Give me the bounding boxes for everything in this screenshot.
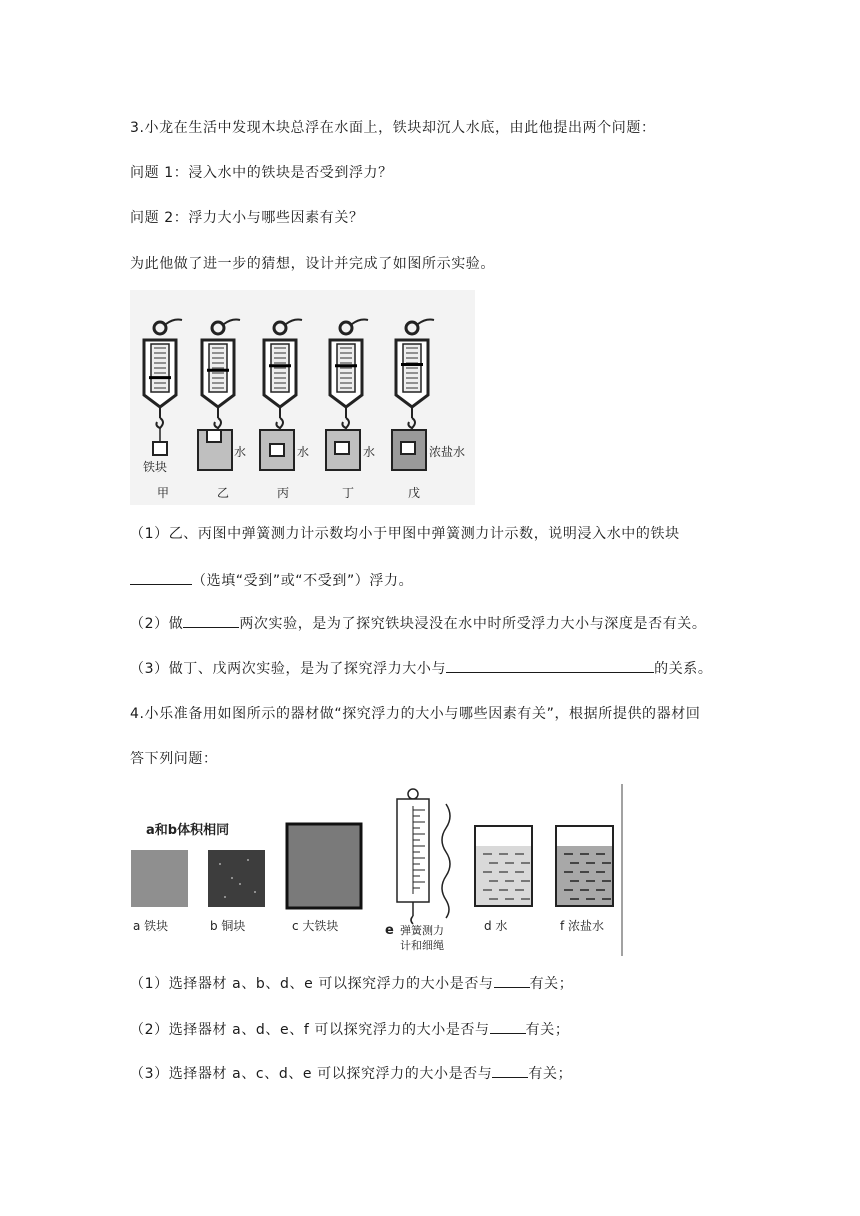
label-e-line1: 弹簧测力 — [400, 924, 444, 937]
label-c: c 大铁块 — [292, 919, 339, 933]
q3-sub3-b: 的关系。 — [654, 661, 713, 677]
answer-blank-q4-2[interactable] — [490, 1019, 526, 1034]
answer-blank-q3-2[interactable] — [183, 613, 239, 628]
q4-sub2 — [130, 1019, 569, 1040]
label-brine: 浓盐水 — [429, 445, 466, 459]
q3-sub2 — [130, 613, 707, 634]
label-e-letter: e — [385, 923, 394, 938]
q4-sub3-b: 有关； — [528, 1066, 573, 1082]
copper-block-b — [208, 850, 265, 907]
q4-intro-b: 答下列问题： — [130, 751, 218, 767]
q3-guess: 为此他做了进一步的猜想，设计并完成了如图所示实验。 — [130, 256, 495, 272]
buoyancy-equipment-figure — [130, 784, 625, 956]
label-water-1: 水 — [234, 445, 247, 459]
q3-problem-2: 问题 2：浮力大小与哪些因素有关？ — [130, 210, 364, 226]
q4-sub3 — [130, 1063, 572, 1084]
brine-beaker-f — [556, 826, 613, 906]
label-d: d 水 — [484, 919, 508, 933]
q4-sub2-a: （2）选择器材 a、d、e、f 可以探究浮力的大小是否与 — [130, 1022, 490, 1038]
beaker-yi — [198, 430, 232, 470]
q3-sub1-b: （选填“受到”或“不受到”）浮力。 — [192, 573, 414, 589]
q3-sub2-a: （2）做 — [130, 616, 184, 632]
q4-sub1-b: 有关； — [529, 976, 574, 992]
label-f: f 浓盐水 — [560, 919, 605, 933]
label-water-3: 水 — [363, 445, 376, 459]
q3-problem-1: 问题 1：浸入水中的铁块是否受到浮力？ — [130, 165, 393, 181]
beaker-bing — [260, 430, 294, 470]
label-iron: 铁块 — [143, 460, 168, 474]
q3-sub3 — [130, 658, 713, 679]
q3-sub1-a: （1）乙、丙图中弹簧测力计示数均小于甲图中弹簧测力计示数，说明浸入水中的铁块 — [130, 526, 680, 542]
answer-blank-q4-3[interactable] — [492, 1063, 528, 1078]
equal-volume-note: a和b体积相同 — [146, 823, 230, 838]
q3-sub2-b: 两次实验，是为了探究铁块浸没在水中时所受浮力大小与深度是否有关。 — [239, 616, 707, 632]
iron-block-a — [131, 850, 188, 907]
spring-scale-experiment-figure — [130, 290, 475, 505]
answer-blank-q4-1[interactable] — [494, 973, 530, 988]
caption-yi: 乙 — [217, 486, 230, 500]
caption-ding: 丁 — [342, 486, 355, 500]
q4-sub2-b: 有关； — [525, 1022, 570, 1038]
q4-intro-a: 4.小乐准备用如图所示的器材做“探究浮力的大小与哪些因素有关”，根据所提供的器材回 — [130, 706, 701, 722]
caption-wu: 戊 — [408, 486, 421, 500]
beaker-ding — [326, 430, 360, 470]
caption-bing: 丙 — [277, 486, 290, 500]
label-b: b 铜块 — [210, 919, 246, 933]
water-beaker-d — [475, 826, 532, 906]
q4-sub1 — [130, 973, 573, 994]
iron-block-jia — [153, 442, 167, 455]
answer-blank-q3-3[interactable] — [446, 658, 654, 673]
q3-intro: 3.小龙在生活中发现木块总浮在水面上，铁块却沉人水底，由此他提出两个问题： — [130, 120, 656, 136]
answer-blank-q3-1[interactable] — [130, 570, 192, 585]
large-iron-block-c — [287, 824, 361, 908]
q3-sub1-line2 — [130, 570, 413, 591]
q3-sub3-a: （3）做丁、戊两次实验，是为了探究浮力大小与 — [130, 661, 447, 677]
label-a: a 铁块 — [133, 919, 169, 933]
q4-sub1-a: （1）选择器材 a、b、d、e 可以探究浮力的大小是否与 — [130, 976, 494, 992]
beaker-wu — [392, 430, 426, 470]
caption-jia: 甲 — [157, 486, 170, 500]
label-e-line2: 计和细绳 — [400, 939, 444, 952]
label-water-2: 水 — [297, 445, 310, 459]
q4-sub3-a: （3）选择器材 a、c、d、e 可以探究浮力的大小是否与 — [130, 1066, 493, 1082]
spring-scale-e — [397, 789, 450, 924]
